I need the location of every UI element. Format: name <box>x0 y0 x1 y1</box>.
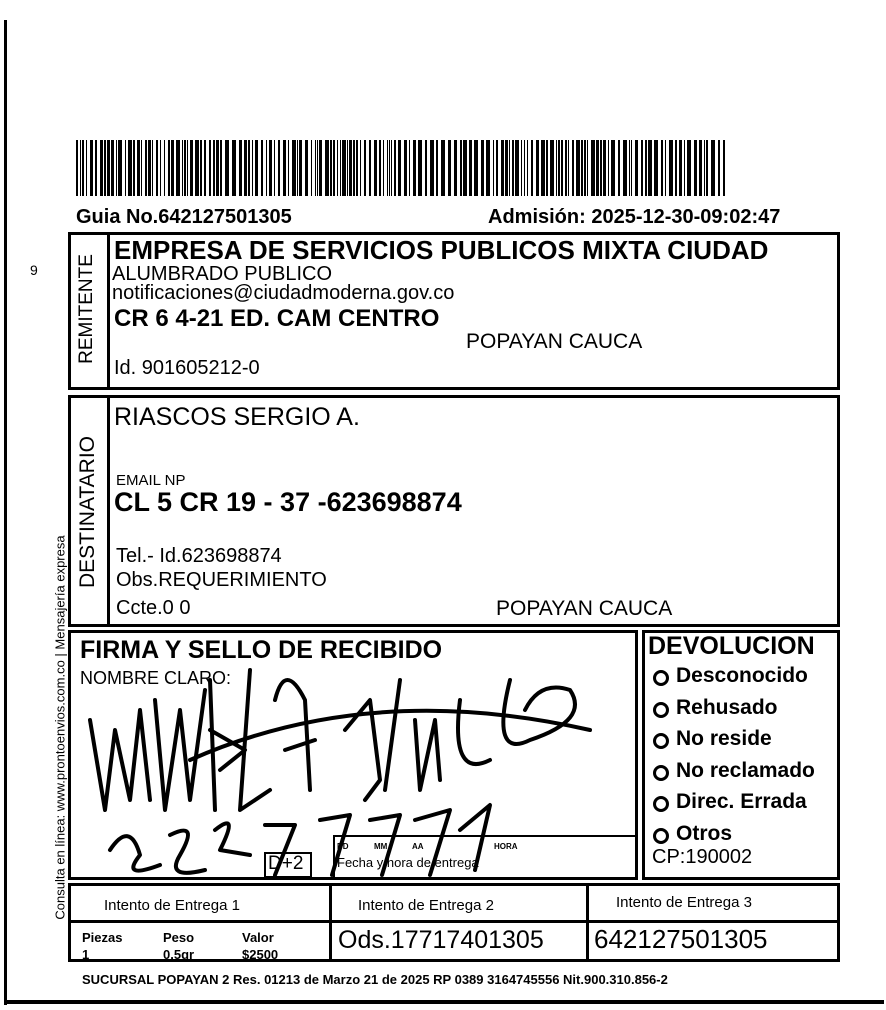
barcode-bar <box>133 140 135 196</box>
barcode-bar <box>501 140 504 196</box>
barcode-bar <box>325 140 329 196</box>
barcode-bar <box>556 140 557 196</box>
intento-2: Intento de Entrega 2 <box>358 897 494 914</box>
barcode-bar <box>631 140 632 196</box>
barcode-bar <box>374 140 377 196</box>
admision-datetime: Admisión: 2025-12-30-09:02:47 <box>488 206 781 228</box>
barcode-bar <box>521 140 522 196</box>
barcode-bar <box>699 140 702 196</box>
devolucion-option-radio[interactable] <box>653 670 669 686</box>
guia-number-large: 642127501305 <box>594 924 768 954</box>
remitente-label: REMITENTE <box>76 254 97 364</box>
devolucion-option-radio[interactable] <box>653 796 669 812</box>
barcode-bar <box>278 140 280 196</box>
piezas-label: Piezas <box>82 930 123 945</box>
destinatario-email: EMAIL NP <box>116 472 186 489</box>
barcode-bar <box>561 140 563 196</box>
barcode-bar <box>546 140 548 196</box>
barcode-bar <box>160 140 161 196</box>
barcode-bar <box>356 140 358 196</box>
barcode-bar <box>255 140 258 196</box>
barcode-bar <box>541 140 545 196</box>
barcode-bar <box>448 140 451 196</box>
barcode-bar <box>536 140 539 196</box>
peso-label: Peso <box>163 930 195 945</box>
barcode-bar <box>383 140 384 196</box>
barcode-bar <box>340 140 341 196</box>
barcode-bar <box>111 140 114 196</box>
barcode-bar <box>269 140 272 196</box>
bottom-frame-line <box>4 1000 884 1004</box>
barcode-bar <box>704 140 705 196</box>
side-vertical-text: Consulta en línea: www.prontoenvios.com.co | Mensajería expresa <box>52 535 68 920</box>
barcode-bar <box>496 140 498 196</box>
barcode-bar <box>684 140 685 196</box>
barcode-bar <box>512 140 514 196</box>
barcode-bar <box>86 140 87 196</box>
barcode-bar <box>387 140 388 196</box>
barcode-bar <box>481 140 484 196</box>
barcode-bar <box>576 140 580 196</box>
barcode-bar <box>184 140 186 196</box>
barcode-bar <box>550 140 554 196</box>
barcode-bar <box>195 140 199 196</box>
barcode-bar <box>95 140 97 196</box>
barcode-bar <box>274 140 275 196</box>
remitente-name: EMPRESA DE SERVICIOS PUBLICOS MIXTA CIUDAD <box>114 235 769 265</box>
fecha-hora: HORA <box>494 842 518 851</box>
barcode-bar <box>317 140 318 196</box>
barcode-bar <box>297 140 298 196</box>
barcode-bar <box>654 140 658 196</box>
barcode-bar <box>409 140 410 196</box>
barcode-bar <box>645 140 647 196</box>
devolucion-option-label: Otros <box>676 821 733 845</box>
peso-value: 0.5gr <box>163 947 195 962</box>
remitente-dept: ALUMBRADO PUBLICO <box>112 263 333 285</box>
barcode-bar <box>611 140 615 196</box>
barcode-bar <box>232 140 236 196</box>
fecha-mm: MM <box>374 842 388 851</box>
barcode-bar <box>90 140 93 196</box>
barcode-bar <box>187 140 188 196</box>
barcode-bar <box>220 140 222 196</box>
fecha-aa: AA <box>412 842 424 851</box>
barcode-bar <box>204 140 206 196</box>
barcode-bar <box>176 140 180 196</box>
barcode-bar <box>665 140 666 196</box>
d2-label: D+2 <box>268 853 304 874</box>
barcode-bar <box>711 140 715 196</box>
barcode-bar <box>76 140 78 196</box>
barcode-bar <box>430 140 434 196</box>
barcode-bar <box>145 140 147 196</box>
barcode-bar <box>469 140 472 196</box>
barcode-bar <box>661 140 663 196</box>
barcode-bar <box>623 140 627 196</box>
barcode-bar <box>190 140 193 196</box>
barcode-bar <box>669 140 673 196</box>
barcode-bar <box>299 140 302 196</box>
barcode-bar <box>635 140 638 196</box>
barcode-bar <box>391 140 392 196</box>
side-left-mark: 9 <box>30 262 38 278</box>
remitente-email: notificaciones@ciudadmoderna.gov.co <box>112 282 455 304</box>
barcode-bar <box>347 140 348 196</box>
ods-number: Ods.17717401305 <box>338 926 544 954</box>
barcode-bar <box>261 140 263 196</box>
barcode-bar <box>718 140 720 196</box>
firma-title: FIRMA Y SELLO DE RECIBIDO <box>80 636 443 664</box>
footer-text: SUCURSAL POPAYAN 2 Res. 01213 de Marzo 21 de 2025 RP 0389 3164745556 Nit.900.310.856-2 <box>82 972 668 987</box>
devolucion-option-radio[interactable] <box>653 733 669 749</box>
barcode-bar <box>137 140 140 196</box>
barcode-bar <box>164 140 165 196</box>
devolucion-option-label: Direc. Errada <box>676 790 807 813</box>
barcode-bar <box>694 140 697 196</box>
barcode-bar <box>248 140 250 196</box>
devolucion-option-radio[interactable] <box>653 765 669 781</box>
barcode-bar <box>168 140 170 196</box>
piezas-value: 1 <box>82 947 90 962</box>
barcode-bar <box>107 140 110 196</box>
remitente-city: POPAYAN CAUCA <box>466 330 643 353</box>
barcode-bar <box>315 140 316 196</box>
destinatario-city: POPAYAN CAUCA <box>496 597 673 620</box>
barcode-bar <box>82 140 84 196</box>
barcode-bar <box>454 140 457 196</box>
barcode-bar <box>369 140 371 196</box>
barcode-bar <box>460 140 462 196</box>
barcode-bar <box>675 140 677 196</box>
barcode-bar <box>152 140 153 196</box>
fecha-entrega-label: Fecha y hora de entrega <box>337 855 479 870</box>
barcode-bar <box>252 140 253 196</box>
barcode-bar <box>486 140 490 196</box>
barcode-bar <box>216 140 219 196</box>
destinatario-obs: Obs.REQUERIMIENTO <box>116 569 327 591</box>
barcode-bar <box>116 140 117 196</box>
barcode-bar <box>568 140 569 196</box>
remitente-id: Id. 901605212-0 <box>114 357 260 379</box>
valor-label: Valor <box>242 930 274 945</box>
valor-value: $2500 <box>242 947 279 962</box>
barcode-bar <box>413 140 416 196</box>
barcode-bar <box>141 140 142 196</box>
barcode-bar <box>581 140 583 196</box>
barcode-bar <box>305 140 308 196</box>
barcode-bar <box>353 140 355 196</box>
barcode-bar <box>379 140 381 196</box>
devolucion-option-label: No reclamado <box>676 758 815 782</box>
devolucion-option-label: Rehusado <box>676 695 778 719</box>
barcode-bar <box>587 140 588 196</box>
barcode-bar <box>618 140 620 196</box>
devolucion-title: DEVOLUCION <box>648 632 815 660</box>
barcode-bar <box>463 140 467 196</box>
barcode-bar <box>209 140 211 196</box>
barcode-bar <box>565 140 567 196</box>
barcode-bar <box>311 140 312 196</box>
barcode-bar <box>524 140 525 196</box>
barcode-bar <box>641 140 643 196</box>
barcode-bar <box>723 140 725 196</box>
intento-1: Intento de Entrega 1 <box>104 897 240 914</box>
barcode-bar <box>436 140 438 196</box>
guia-number: Guia No.642127501305 <box>76 206 292 228</box>
left-frame-line <box>4 20 7 1005</box>
destinatario-name: RIASCOS SERGIO A. <box>114 403 360 431</box>
barcode-bar <box>319 140 322 196</box>
barcode-bar <box>608 140 609 196</box>
barcode-bar <box>118 140 122 196</box>
barcode-bar <box>648 140 652 196</box>
barcode-bar <box>404 140 407 196</box>
firma-nombre-label: NOMBRE CLARO: <box>80 668 232 688</box>
devolucion-option-radio[interactable] <box>653 828 669 844</box>
barcode-bar <box>558 140 560 196</box>
barcode-bar <box>505 140 508 196</box>
barcode-bar <box>337 140 338 196</box>
barcode-bar <box>474 140 478 196</box>
barcode-bar <box>80 140 81 196</box>
barcode-bar <box>148 140 151 196</box>
barcode-bar <box>515 140 519 196</box>
devolucion-option-radio[interactable] <box>653 702 669 718</box>
barcode-bar <box>687 140 691 196</box>
devolucion-option-label: Desconocido <box>676 664 808 687</box>
barcode-bar <box>182 140 183 196</box>
barcode-bar <box>527 140 528 196</box>
barcode-bar <box>493 140 494 196</box>
barcode-bar <box>100 140 103 196</box>
barcode-bar <box>333 140 335 196</box>
barcode-bar <box>239 140 242 196</box>
barcode-bar <box>603 140 606 196</box>
barcode-bar <box>706 140 708 196</box>
fecha-dd: DD <box>337 842 349 851</box>
barcode-bar <box>509 140 510 196</box>
barcode-bar <box>629 140 630 196</box>
intento-3: Intento de Entrega 3 <box>616 894 752 911</box>
barcode-bar <box>394 140 396 196</box>
barcode-bar <box>531 140 533 196</box>
barcode-bar <box>360 140 361 196</box>
barcode-bar <box>349 140 352 196</box>
barcode-bar <box>398 140 401 196</box>
barcode-bar <box>364 140 366 196</box>
barcode-bar <box>128 140 132 196</box>
remitente-address: CR 6 4-21 ED. CAM CENTRO <box>114 305 440 332</box>
barcode-bar <box>572 140 574 196</box>
barcode-bar <box>389 140 390 196</box>
barcode-bar <box>425 140 427 196</box>
barcode-bar <box>156 140 158 196</box>
barcode-bar <box>244 140 247 196</box>
barcode-bar <box>441 140 445 196</box>
destinatario-label: DESTINATARIO <box>76 435 99 589</box>
barcode-bar <box>288 140 289 196</box>
barcode-bar <box>292 140 296 196</box>
devolucion-option-label: No reside <box>676 727 772 750</box>
barcode-bar <box>171 140 174 196</box>
barcode-bar <box>213 140 215 196</box>
barcode-bar <box>200 140 202 196</box>
barcode-bar <box>104 140 106 196</box>
barcode-bar <box>225 140 229 196</box>
barcode-bar <box>600 140 602 196</box>
barcode-bar <box>584 140 586 196</box>
devolucion-cp: CP:190002 <box>652 846 753 868</box>
barcode-bar <box>596 140 599 196</box>
barcode-bar <box>591 140 595 196</box>
barcode <box>76 140 730 196</box>
barcode-bar <box>266 140 267 196</box>
destinatario-ccte: Ccte.0 0 <box>116 597 191 619</box>
barcode-bar <box>418 140 422 196</box>
barcode-bar <box>125 140 126 196</box>
barcode-bar <box>679 140 682 196</box>
barcode-bar <box>283 140 286 196</box>
destinatario-tel: Tel.- Id.623698874 <box>116 545 282 567</box>
destinatario-address: CL 5 CR 19 - 37 -623698874 <box>114 487 462 517</box>
barcode-bar <box>342 140 346 196</box>
barcode-bar <box>330 140 332 196</box>
